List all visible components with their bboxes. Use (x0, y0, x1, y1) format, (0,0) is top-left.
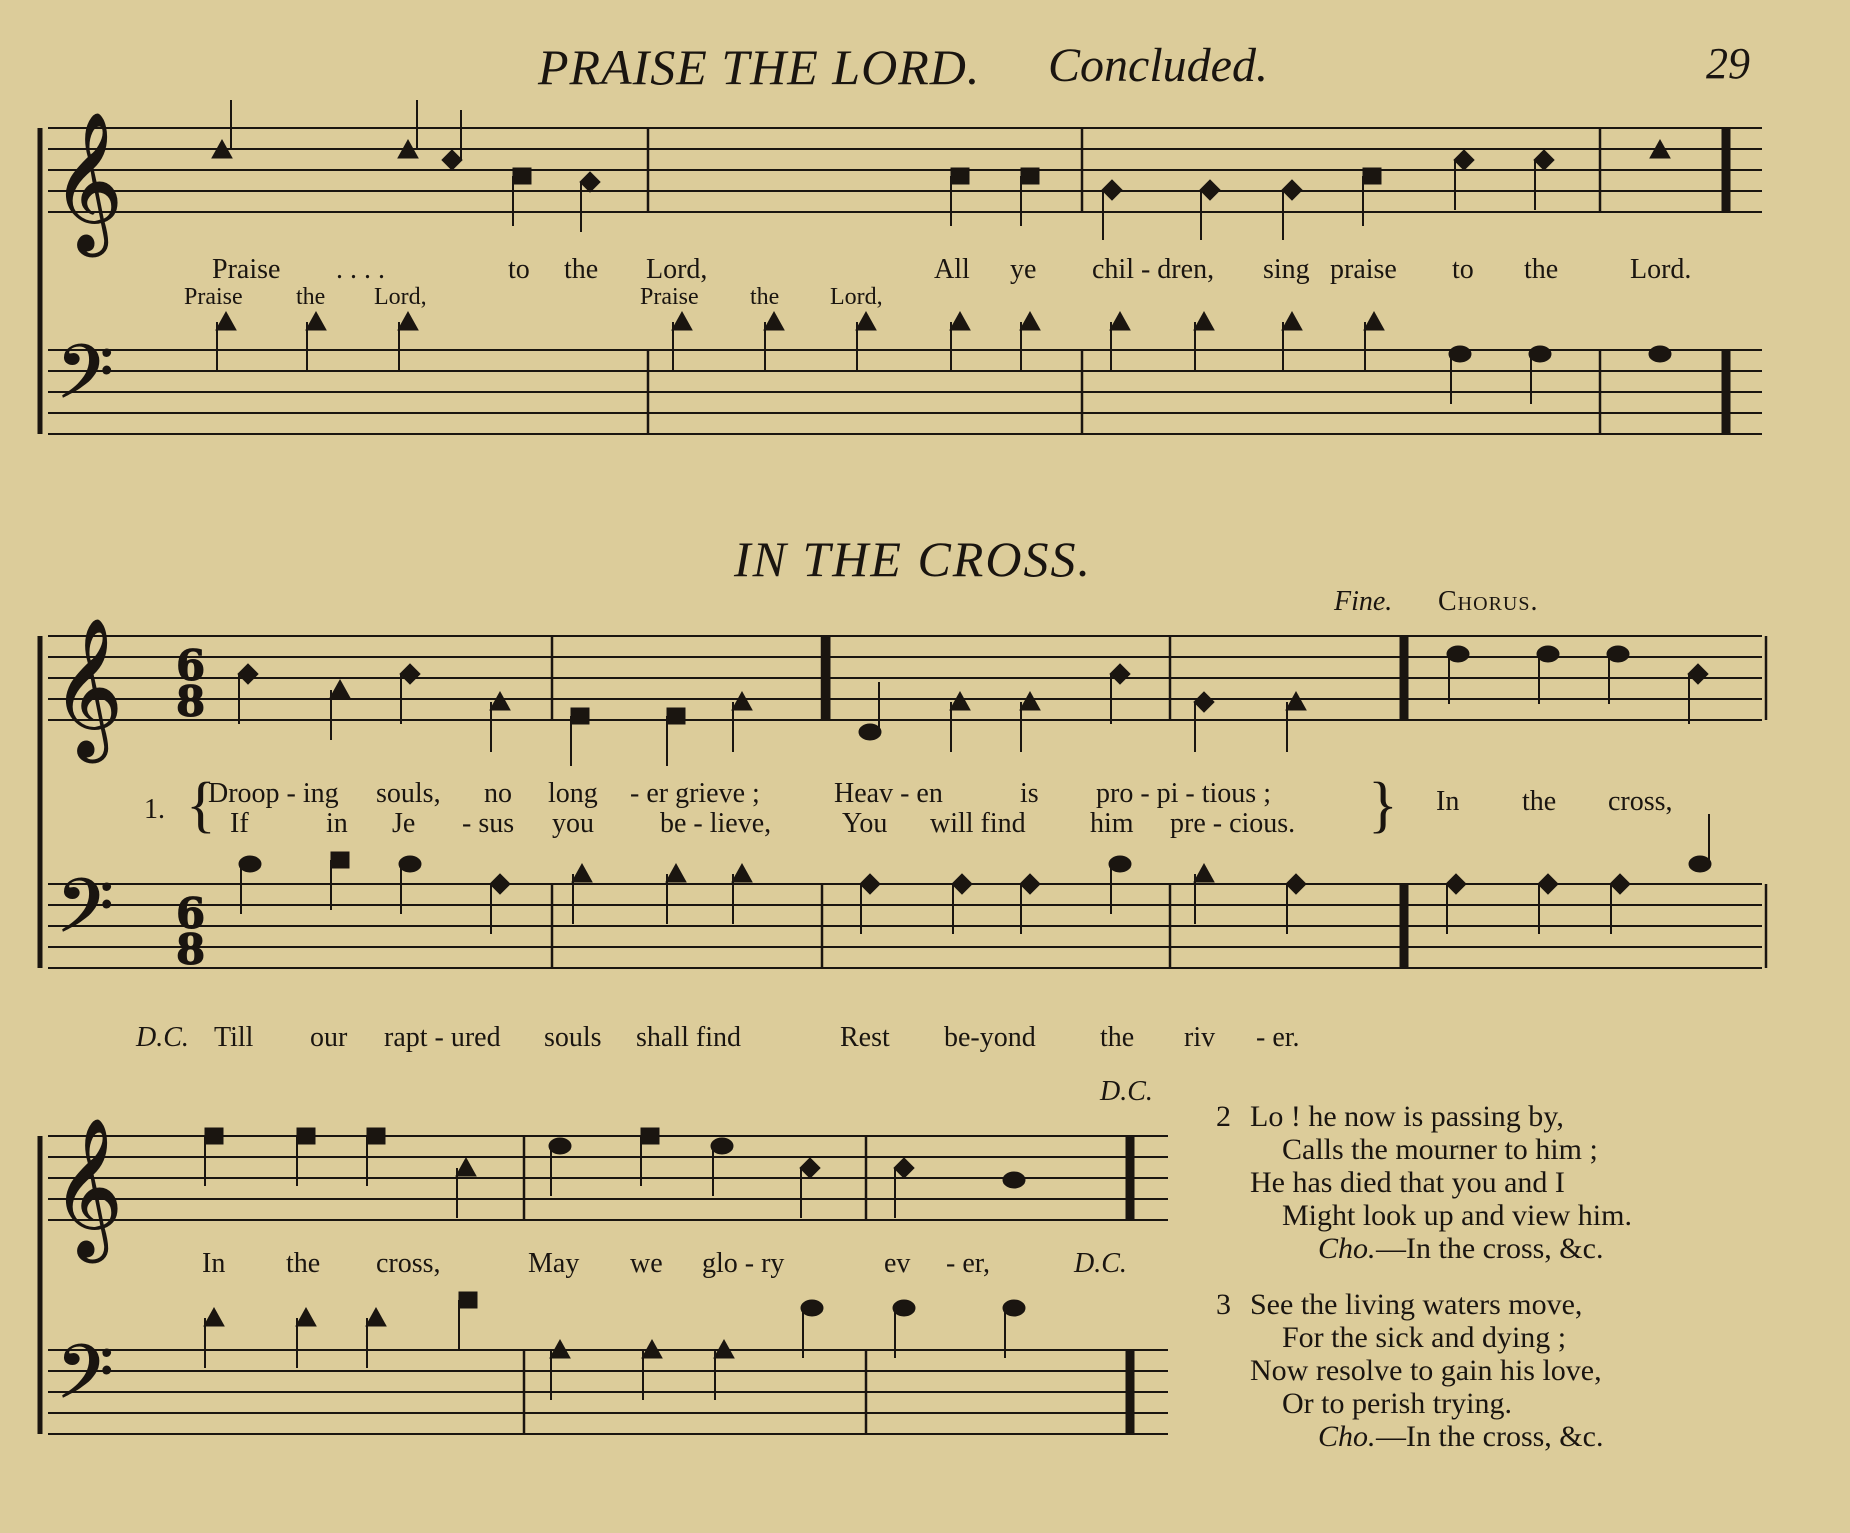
time-sig: 8 (176, 677, 206, 726)
note-head (580, 172, 600, 192)
lyric: Till (214, 1022, 254, 1053)
lyric: riv (1184, 1022, 1216, 1053)
lyric: sing (1263, 254, 1310, 285)
note-head (672, 312, 692, 330)
note-head (641, 1128, 659, 1144)
note-head (1649, 346, 1671, 362)
lyric: If (230, 808, 249, 839)
note-head (894, 1158, 914, 1178)
note-head (1200, 180, 1220, 200)
note-head (1194, 864, 1214, 882)
chorus-cue-label: Cho. (1318, 1232, 1376, 1265)
lyric: Lord. (1630, 254, 1692, 285)
note-head (1194, 692, 1214, 712)
lyric: Praise (212, 254, 281, 285)
note-head (1364, 312, 1384, 330)
lyric: Lord, (646, 254, 708, 285)
note-head (1020, 874, 1040, 894)
verse-line: He has died that you and I (1250, 1166, 1565, 1199)
note-head (1447, 646, 1469, 662)
note-head (400, 664, 420, 684)
note-head (951, 168, 969, 184)
verse-line: Now resolve to gain his love, (1250, 1354, 1602, 1387)
lyric: no (484, 778, 512, 809)
lyric: in (326, 808, 348, 839)
time-sig: 8 (176, 925, 206, 974)
lyric: - er. (1256, 1022, 1300, 1053)
final-bar (1722, 128, 1730, 212)
note-head (1607, 646, 1629, 662)
note-head (732, 864, 752, 882)
thick-bar (822, 636, 830, 720)
note-head (952, 874, 972, 894)
lyric: chil - dren, (1092, 254, 1215, 285)
lyric: rapt - ured (384, 1022, 501, 1053)
dc-marker-end: D.C. (1074, 1248, 1127, 1279)
lyric: the (1100, 1022, 1135, 1053)
note-head (306, 312, 326, 330)
note-head (1282, 312, 1302, 330)
chorus-cue-label: Cho. (1318, 1420, 1376, 1453)
note-head (666, 864, 686, 882)
note-head (1194, 312, 1214, 330)
note-head (442, 150, 462, 170)
note-head (859, 724, 881, 740)
bass-clef: 𝄢 (56, 863, 114, 968)
final-bar (1722, 350, 1730, 434)
lyric: pre - cious. (1170, 808, 1296, 839)
repeat-bar (1400, 884, 1408, 968)
note-head (1688, 664, 1708, 684)
note-head (572, 864, 592, 882)
time-sig: 6 (176, 641, 206, 690)
lyric: be-yond (944, 1022, 1036, 1053)
note-head (571, 708, 589, 724)
lyric: Heav - en (834, 778, 943, 809)
note-head (1003, 1300, 1025, 1316)
lyric: All (934, 254, 970, 285)
note-head (1537, 646, 1559, 662)
note-head (950, 692, 970, 710)
lyric: ev (884, 1248, 911, 1279)
note-head (1020, 312, 1040, 330)
note-head (296, 1308, 316, 1326)
note-head (1020, 692, 1040, 710)
note-head (239, 856, 261, 872)
note-head (297, 1128, 315, 1144)
note-head (856, 312, 876, 330)
treble-clef: 𝄞 (52, 112, 123, 251)
verse-number: 2 (1216, 1100, 1231, 1133)
note-head (216, 312, 236, 330)
note-head (667, 708, 685, 724)
lyric: pro - pi - tious ; (1096, 778, 1271, 809)
note-head (399, 856, 421, 872)
note-head (1110, 664, 1130, 684)
lyric: him (1090, 808, 1134, 839)
lyric: Droop - ing (208, 778, 339, 809)
verse-line: Might look up and view him. (1282, 1199, 1632, 1232)
lyric: long (548, 778, 598, 809)
lyric: we (630, 1248, 663, 1279)
note-head (331, 852, 349, 868)
lyric: the (296, 284, 326, 310)
lyric: will find (930, 808, 1026, 839)
chorus-label: Chorus. (1438, 586, 1539, 617)
treble-clef: 𝄞 (52, 1118, 123, 1257)
page-header-title: PRAISE THE LORD. (538, 39, 981, 95)
lyric: the (1522, 786, 1557, 817)
treble-clef: 𝄞 (52, 618, 123, 757)
lyric: be - lieve, (660, 808, 772, 839)
lyric: our (310, 1022, 348, 1053)
lyric: Je (392, 808, 416, 839)
note-head (860, 874, 880, 894)
lyric: the (1524, 254, 1559, 285)
lyric: Praise (184, 284, 243, 310)
lyric: the (750, 284, 780, 310)
brace-right: } (1368, 771, 1398, 839)
bass-clef: 𝄢 (56, 1329, 114, 1434)
lyric: . . . . (336, 254, 385, 285)
chorus-cue-text: —In the cross, &c. (1376, 1420, 1604, 1453)
lyric: In (1436, 786, 1460, 817)
note-head (1529, 346, 1551, 362)
chorus-cue-text: —In the cross, &c. (1376, 1232, 1604, 1265)
note-head (238, 664, 258, 684)
lyric: - er, (946, 1248, 990, 1279)
brace-left: { (186, 771, 216, 839)
final-bar (1126, 1136, 1134, 1220)
lyric: to (1452, 254, 1474, 285)
lyric: Rest (840, 1022, 890, 1053)
note-head (1286, 692, 1306, 710)
dc-marker-top: D.C. (1100, 1076, 1153, 1107)
lyric: May (528, 1248, 580, 1279)
lyric: Praise (640, 284, 699, 310)
note-head (893, 1300, 915, 1316)
lyric: the (564, 254, 599, 285)
note-head (1610, 874, 1630, 894)
verse-line: See the living waters move, (1250, 1288, 1583, 1321)
note-head (1454, 150, 1474, 170)
lyric: shall find (636, 1022, 741, 1053)
note-head (950, 312, 970, 330)
page-header-suffix: Concluded. (1048, 39, 1268, 92)
note-head (1449, 346, 1471, 362)
note-head (330, 680, 350, 698)
note-head (1109, 856, 1131, 872)
lyric: - er grieve ; (630, 778, 760, 809)
note-head (490, 874, 510, 894)
note-head (367, 1128, 385, 1144)
note-head (1538, 874, 1558, 894)
lyric: - sus (462, 808, 515, 839)
note-head (1003, 1172, 1025, 1188)
note-head (366, 1308, 386, 1326)
dc-marker: D.C. (136, 1022, 189, 1053)
note-head (801, 1300, 823, 1316)
final-bar (1126, 1350, 1134, 1434)
verse-line: Calls the mourner to him ; (1282, 1133, 1598, 1166)
lyric: souls (544, 1022, 602, 1053)
note-head (711, 1138, 733, 1154)
verse-line: Or to perish trying. (1282, 1387, 1512, 1420)
lyric: In (202, 1248, 226, 1279)
note-head (732, 692, 752, 710)
lyric: ye (1010, 254, 1037, 285)
lyric: praise (1330, 254, 1397, 285)
fine-marker: Fine. (1334, 586, 1393, 617)
note-head (1286, 874, 1306, 894)
note-head (1534, 150, 1554, 170)
lyric: cross, (1608, 786, 1673, 817)
lyric: to (508, 254, 530, 285)
lyric: Lord, (830, 284, 883, 310)
lyric: Lord, (374, 284, 427, 310)
note-head (1282, 180, 1302, 200)
note-head (1363, 168, 1381, 184)
lyric: you (552, 808, 594, 839)
lyric: cross, (376, 1248, 441, 1279)
note-head (1102, 180, 1122, 200)
note-head (490, 692, 510, 710)
note-head (764, 312, 784, 330)
note-head (513, 168, 531, 184)
note-head (1110, 312, 1130, 330)
time-sig: 6 (176, 889, 206, 938)
note-head (1446, 874, 1466, 894)
lyric: You (842, 808, 888, 839)
note-head (459, 1292, 477, 1308)
lyric: souls, (376, 778, 441, 809)
bass-clef: 𝄢 (56, 329, 114, 434)
verse-line: For the sick and dying ; (1282, 1321, 1567, 1354)
verse-number: 1. (144, 794, 165, 825)
note-head (456, 1158, 476, 1176)
note-head (1021, 168, 1039, 184)
lyric: the (286, 1248, 321, 1279)
note-head (204, 1308, 224, 1326)
page-number: 29 (1706, 39, 1750, 88)
note-head (205, 1128, 223, 1144)
note-head (800, 1158, 820, 1178)
lyric: is (1020, 778, 1039, 809)
note-head (549, 1138, 571, 1154)
note-head (1689, 856, 1711, 872)
song-title: IN THE CROSS. (734, 531, 1092, 587)
note-head (398, 312, 418, 330)
verse-line: Lo ! he now is passing by, (1250, 1100, 1564, 1133)
repeat-bar (1400, 636, 1408, 720)
verse-number: 3 (1216, 1288, 1231, 1321)
lyric: glo - ry (702, 1248, 785, 1279)
